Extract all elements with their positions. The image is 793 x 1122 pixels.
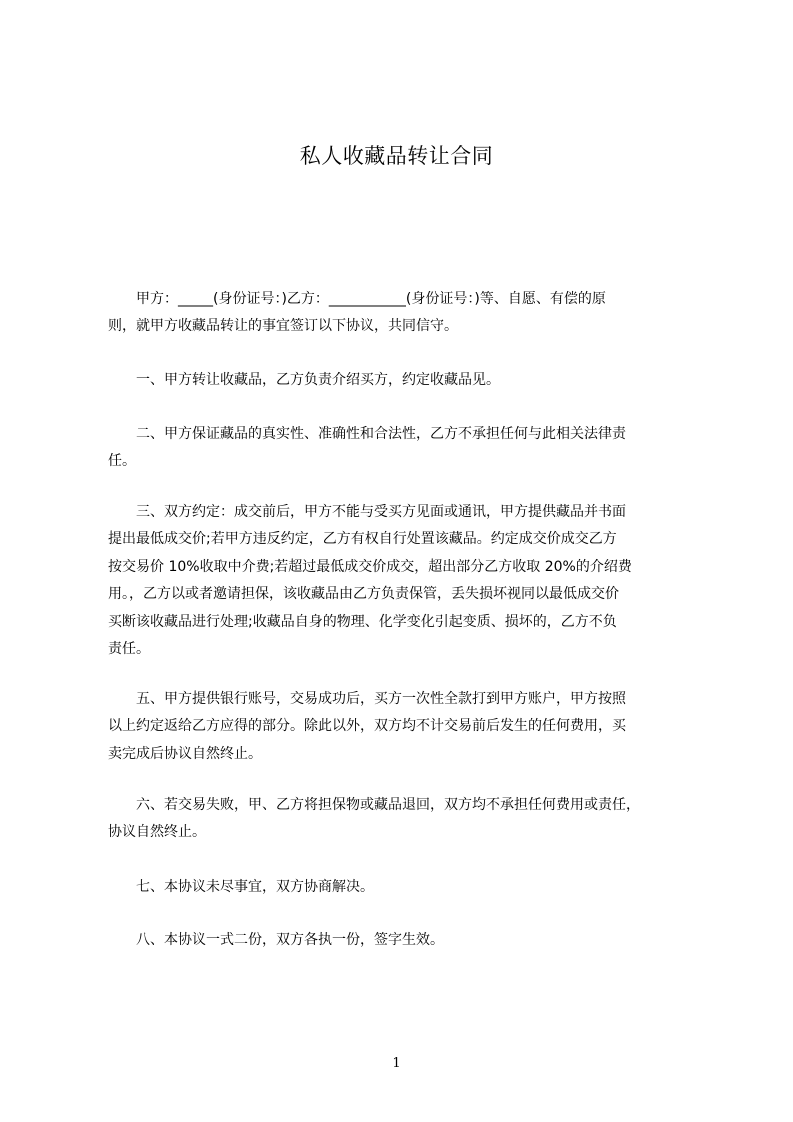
paragraph-clause-2	[108, 421, 702, 476]
paragraph-clause-6	[108, 792, 702, 847]
text-line: 五、甲方提供银行账号，交易成功后，买方一次性全款打到甲方账户，甲方按照	[108, 691, 626, 707]
text-line: 提出最低成交价;若甲方违反约定，乙方有权自行处置该藏品。约定成交价成交乙方	[108, 531, 617, 548]
paragraph-clause-8	[108, 927, 702, 954]
text-line: 二、甲方保证藏品的真实性、准确性和合法性，乙方不承担任何与此相关法律责	[108, 426, 626, 442]
text-line: 以上约定返给乙方应得的部分。除此以外，双方均不计交易前后发生的任何费用，买	[108, 718, 626, 735]
text-line: 按交易价 10%收取中介费;若超过最低成交价成交，超出部分乙方收取 20%的介绍费	[108, 558, 632, 575]
paragraph-clause-1	[108, 367, 702, 394]
text-line: 责任。	[108, 641, 150, 658]
text-line: 八、本协议一式二份，双方各执一份，签字生效。	[108, 932, 444, 948]
text-line: 用。，乙方以或者邀请担保，该收藏品由乙方负责保管，丢失损坏视同以最低成交价	[108, 586, 619, 603]
text-line: 三、双方约定：成交前后，甲方不能与受买方见面或通讯，甲方提供藏品并书面	[108, 504, 626, 520]
paragraph-preamble	[108, 286, 702, 341]
text-line: 则，就甲方收藏品转让的事宜签订以下协议，共同信守。	[108, 318, 458, 335]
page-number: 1	[392, 1056, 401, 1071]
text-line: 任。	[108, 453, 136, 470]
paragraph-clause-7	[108, 874, 702, 901]
paragraph-clause-5	[108, 686, 702, 768]
document-title: 私人收藏品转让合同	[299, 144, 494, 168]
text-line: 卖完成后协议自然终止。	[108, 745, 262, 762]
text-line: 七、本协议未尽事宜，双方协商解决。	[108, 879, 374, 895]
paragraph-clause-3	[108, 499, 702, 663]
text-line: 六、若交易失败，甲、乙方将担保物或藏品退回，双方均不承担任何费用或责任，	[108, 797, 640, 813]
text-line: 甲方：_____(身份证号：)乙方：___________(身份证号：)等、自愿、有偿的原	[108, 291, 606, 307]
text-line: 协议自然终止。	[108, 824, 206, 841]
text-line: 一、甲方转让收藏品，乙方负责介绍买方，约定收藏品见。	[108, 372, 500, 388]
text-line: 买断该收藏品进行处理;收藏品自身的物理、化学变化引起变质、损坏的，乙方不负	[108, 613, 617, 630]
